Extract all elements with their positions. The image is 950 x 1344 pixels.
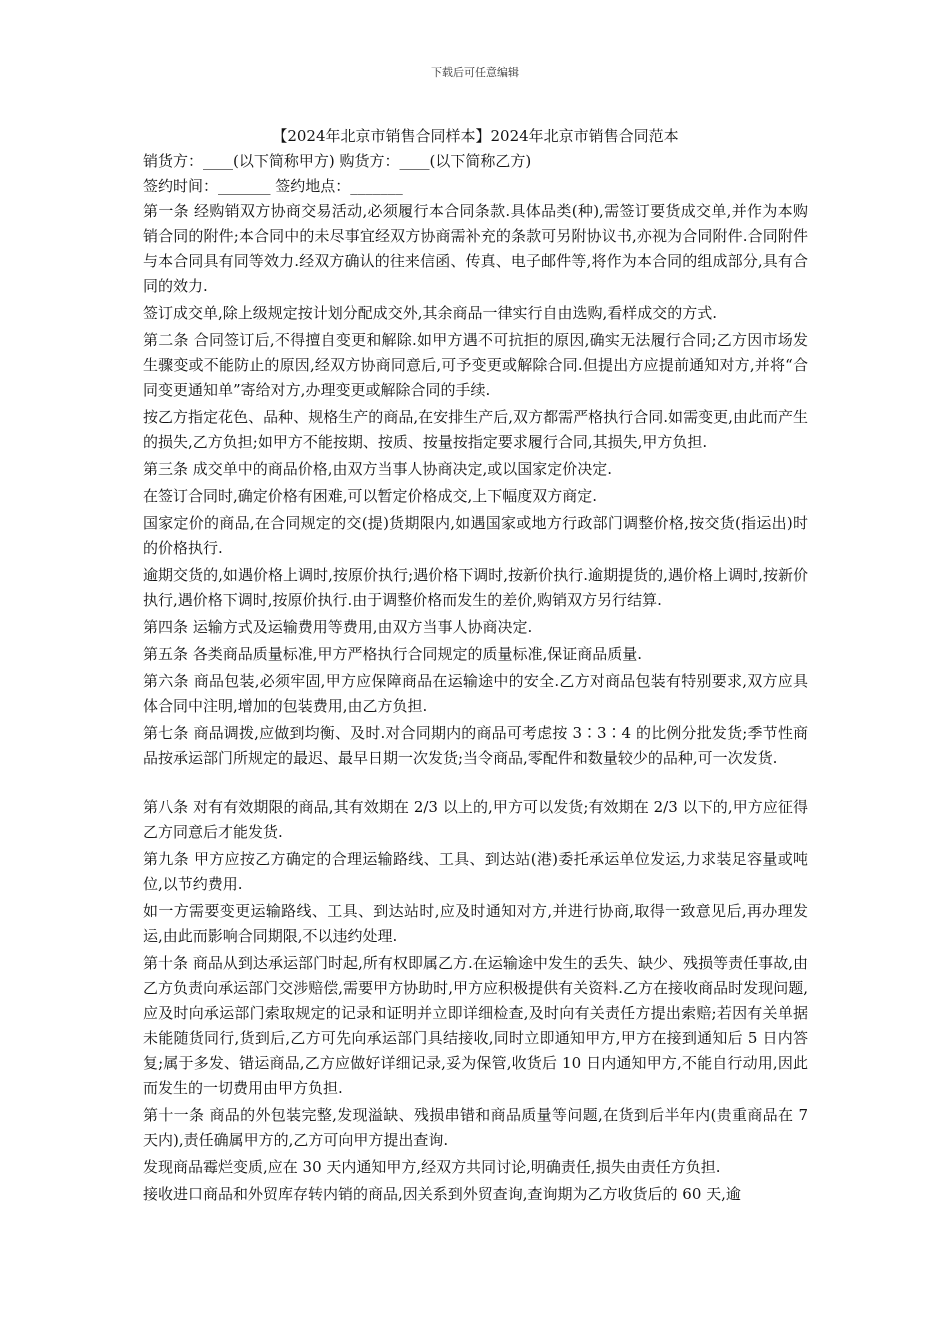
blank-gap	[143, 773, 808, 795]
order-paragraph: 签订成交单,除上级规定按计划分配成交外,其余商品一律实行自由选购,看样成交的方式.	[143, 304, 718, 322]
late-delivery-paragraph: 逾期交货的,如遇价格上调时,按原价执行;遇价格下调时,按新价执行.逾期提货的,遇价格上调时,按新价执行,遇价格下调时,按原价执行.由于调整价格而发生的差价,购销双方另行结算.	[143, 566, 808, 609]
clause-9-paragraph: 第九条 甲方应按乙方确定的合理运输路线、工具、到达站(港)委托承运单位发运,力求装足容量或吨位,以节约费用.	[143, 850, 808, 893]
parties-line: 销货方：____(以下简称甲方) 购货方：____(以下简称乙方)	[143, 152, 532, 170]
clause-5-paragraph: 第五条 各类商品质量标准,甲方严格执行合同规定的质量标准,保证商品质量.	[143, 645, 643, 663]
clause-1-paragraph: 第一条 经购销双方协商交易活动,必须履行本合同条款.具体品类(种),需签订要货成交单,并作为本购销合同的附件;本合同中的未尽事宜经双方协商需补充的条款可另附协议书,亦视为合同附件.合同附件与本合同具有同等效力.经双方确认的往来信函、传真、电子邮件等,将作为本合同的组成部分,具有合同的效力.	[143, 202, 808, 295]
page-header-note: 下载后可任意编辑	[431, 66, 519, 79]
clause-4-paragraph: 第四条 运输方式及运输费用等费用,由双方当事人协商决定.	[143, 618, 533, 636]
clause-8-paragraph: 第八条 对有有效期限的商品,其有效期在 2/3 以上的,甲方可以发货;有效期在 2/3 以下的,甲方应征得乙方同意后才能发货.	[143, 798, 808, 841]
clause-2-paragraph: 第二条 合同签订后,不得擅自变更和解除.如甲方遇不可抗拒的原因,确实无法履行合同;乙方因市场发生骤变或不能防止的原因,经双方协商同意后,可予变更或解除合同.但提出方应提前通知对方,并将“合同变更通知单”寄给对方,办理变更或解除合同的手续.	[143, 331, 808, 399]
import-goods-paragraph: 接收进口商品和外贸库存转内销的商品,因关系到外贸查询,查询期为乙方收货后的 60 天,逾	[143, 1185, 741, 1203]
clause-11-paragraph: 第十一条 商品的外包装完整,发现溢缺、残损串错和商品质量等问题,在货到后半年内(贵重商品在 7 天内),责任确属甲方的,乙方可向甲方提出查询.	[143, 1106, 808, 1149]
route-change-paragraph: 如一方需要变更运输路线、工具、到达站时,应及时通知对方,并进行协商,取得一致意见后,再办理发运,由此而影响合同期限,不以违约处理.	[143, 902, 808, 945]
clause-7-paragraph: 第七条 商品调拨,应做到均衡、及时.对合同期内的商品可考虑按 3∶3∶4 的比例分批发货;季节性商品按承运部门所规定的最迟、最早日期一次发货;当令商品,零配件和数量较少的品种,可一次发货.	[143, 724, 808, 767]
clause-10-paragraph: 第十条 商品从到达承运部门时起,所有权即属乙方.在运输途中发生的丢失、缺少、残损等责任事故,由乙方负责向承运部门交涉赔偿,需要甲方协助时,甲方应积极提供有关资料.乙方在接收商品时发现问题,应及时向承运部门索取规定的记录和证明并立即详细检查,及时向有关责任方提出索赔;若因有关单据未能随货同行,货到后,乙方可先向承运部门具结接收,同时立即通知甲方,甲方在接到通知后 5 日内答复;属于多发、错运商品,乙方应做好详细记录,妥为保管,收货后 10 日内通知甲方,不能自行动用,因此而发生的一切费用由甲方负担.	[143, 954, 808, 1097]
clause-6-paragraph: 第六条 商品包装,必须牢固,甲方应保障商品在运输途中的安全.乙方对商品包装有特别要求,双方应具体合同中注明,增加的包装费用,由乙方负担.	[143, 672, 808, 715]
clause-3-paragraph: 第三条 成交单中的商品价格,由双方当事人协商决定,或以国家定价决定.	[143, 460, 613, 478]
document-title: 【2024年北京市销售合同样本】2024年北京市销售合同范本	[272, 127, 679, 145]
signing-line: 签约时间：_______ 签约地点：_______	[143, 177, 403, 195]
specified-goods-paragraph: 按乙方指定花色、品种、规格生产的商品,在安排生产后,双方都需严格执行合同.如需变更,由此而产生的损失,乙方负担;如甲方不能按期、按质、按量按指定要求履行合同,其损失,甲方负担.	[143, 408, 808, 451]
state-price-paragraph: 国家定价的商品,在合同规定的交(提)货期限内,如遇国家或地方行政部门调整价格,按交货(指运出)时的价格执行.	[143, 514, 808, 557]
provisional-price-paragraph: 在签订合同时,确定价格有困难,可以暂定价格成交,上下幅度双方商定.	[143, 487, 598, 505]
document-body	[143, 124, 808, 1209]
spoilage-paragraph: 发现商品霉烂变质,应在 30 天内通知甲方,经双方共同讨论,明确责任,损失由责任方负担.	[143, 1158, 721, 1176]
